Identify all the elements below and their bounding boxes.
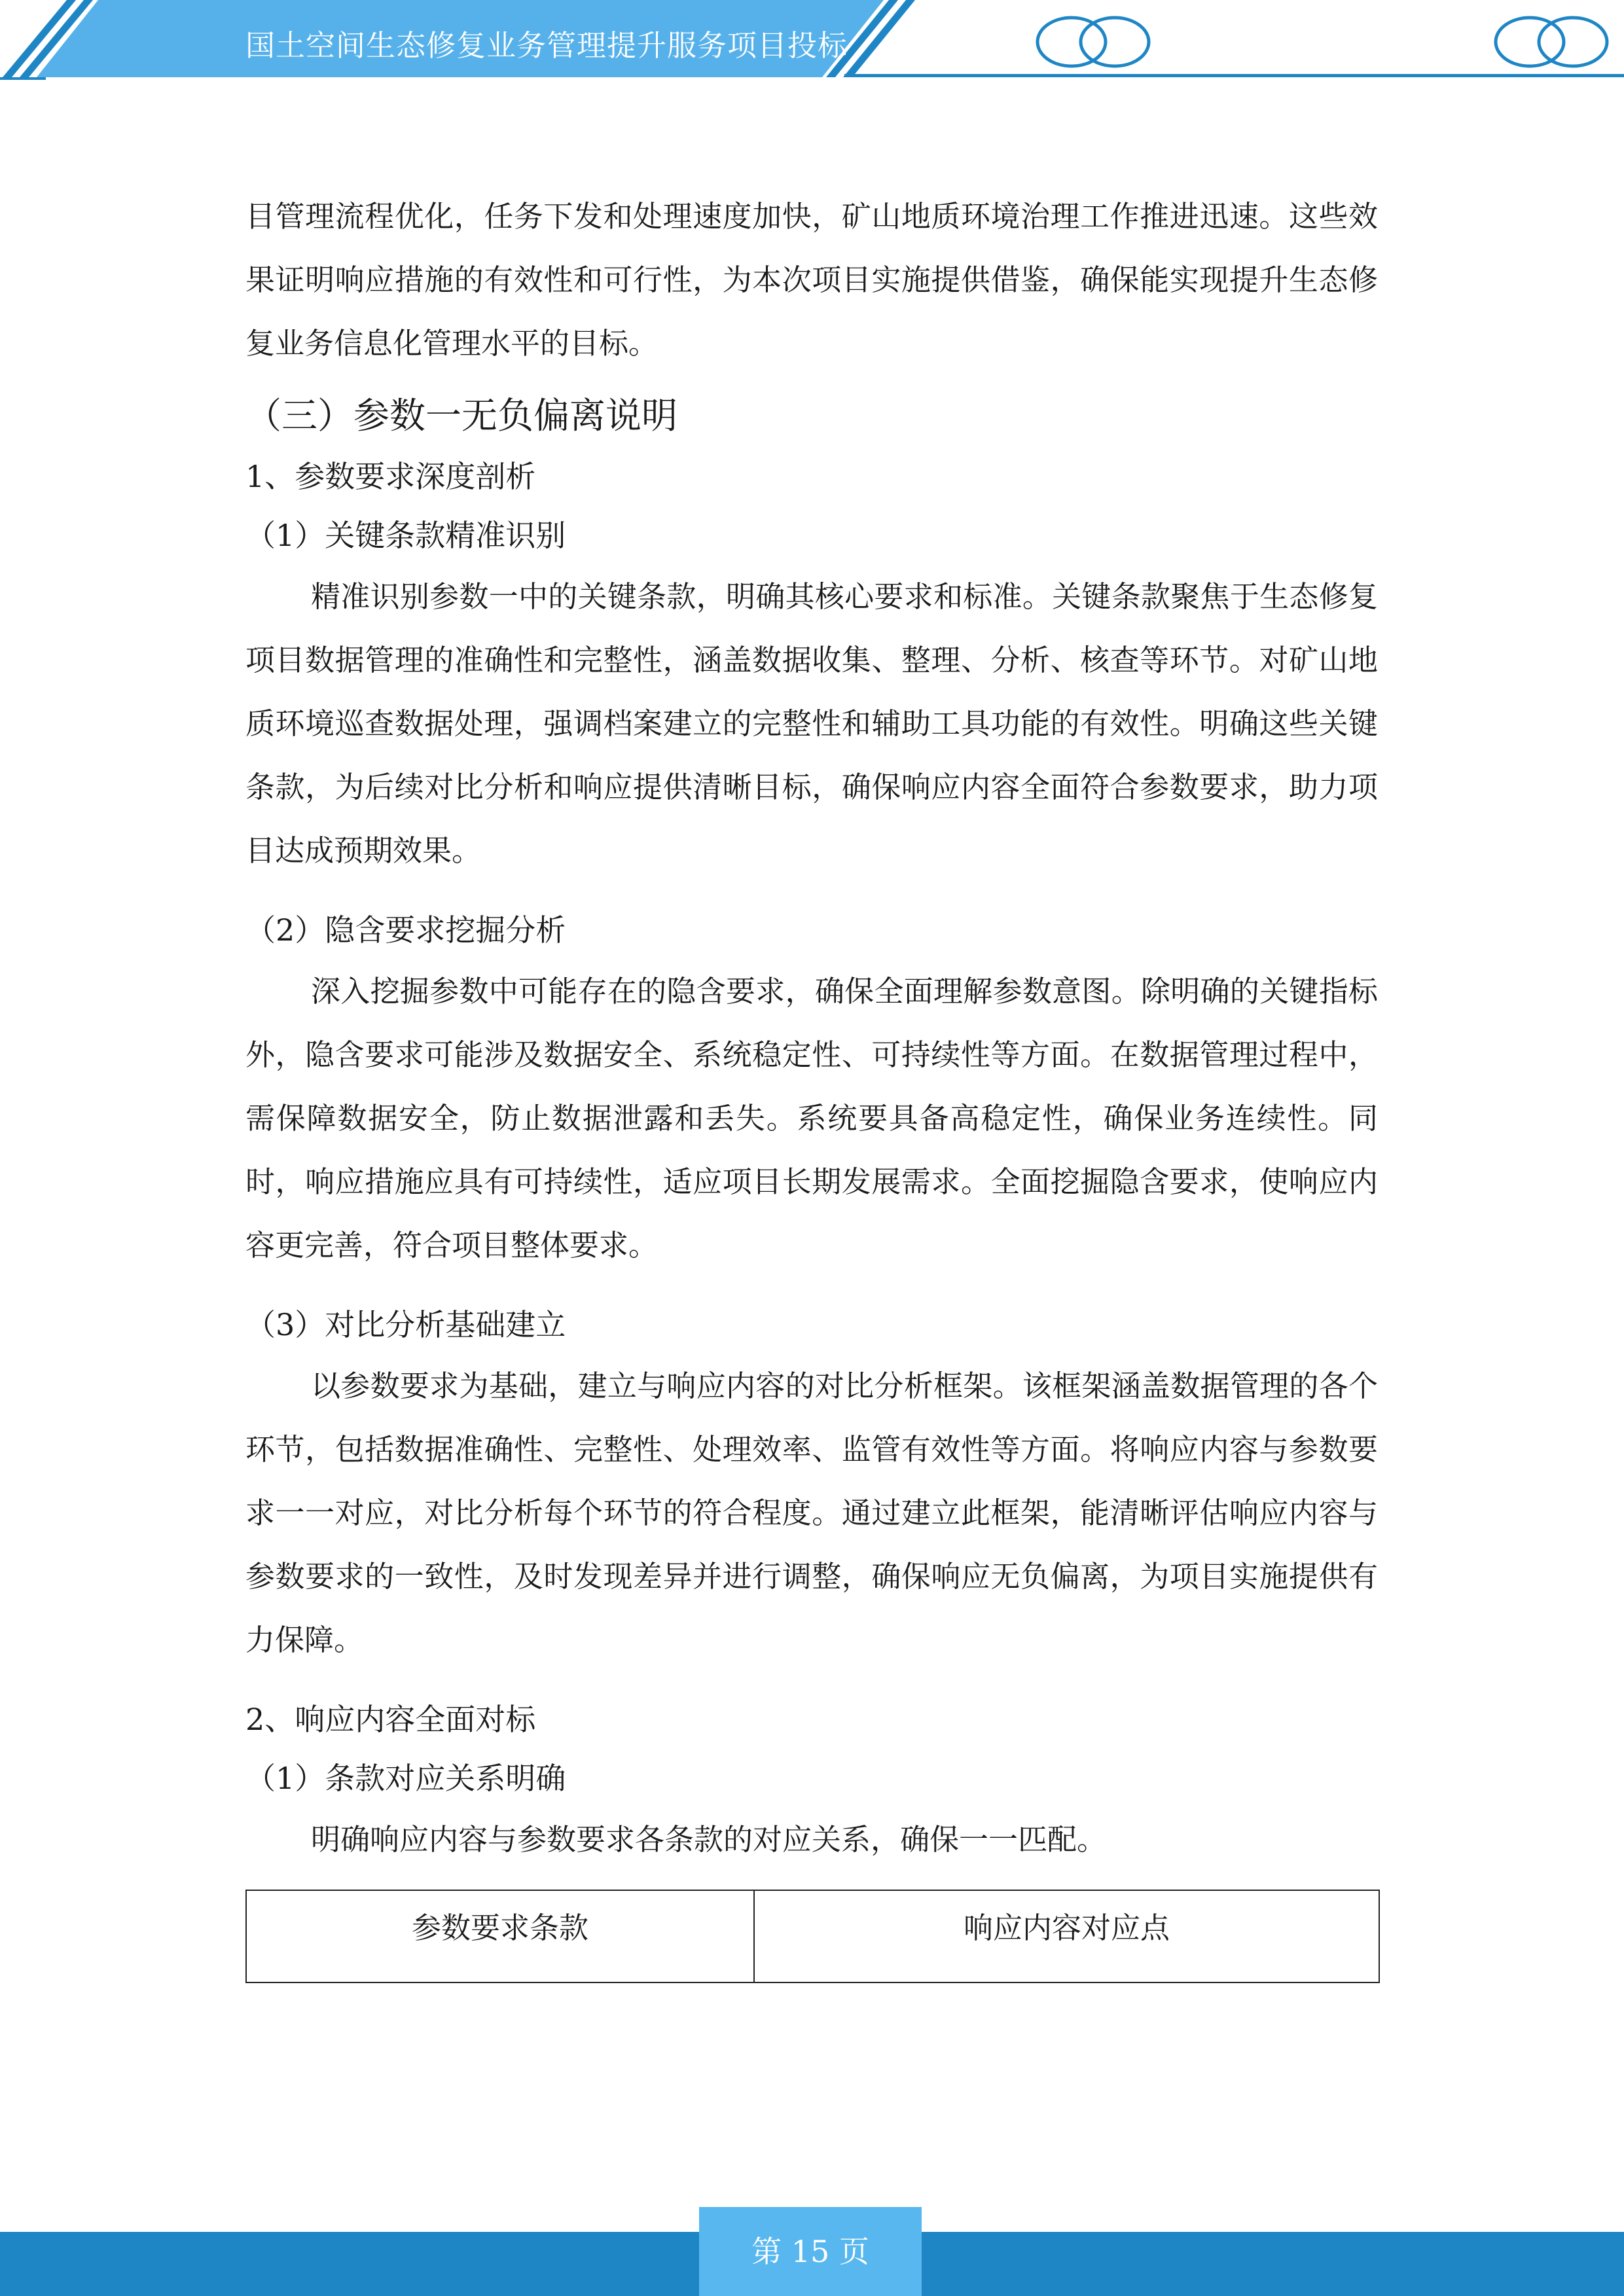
item-heading: （1）条款对应关系明确: [245, 1761, 566, 1796]
intro-paragraph: 目管理流程优化，任务下发和处理速度加快，矿山地质环境治理工作推进迅速。这些效果证明响应措施的有效性和可行性，为本次项目实施提供借鉴，确保能实现提升生态修复业务信息化管理水平的目标。: [245, 199, 1378, 361]
table-header-cell: 参数要求条款: [246, 1890, 754, 1982]
subsection-heading: 2、响应内容全面对标: [245, 1702, 536, 1737]
section-heading: （三）参数一无负偏离说明: [245, 395, 678, 437]
header-rule: [844, 74, 1624, 77]
document-body: [245, 185, 1378, 1983]
header-title: 国土空间生态修复业务管理提升服务项目投标: [245, 28, 848, 63]
item-heading: （3）对比分析基础建立: [245, 1307, 566, 1342]
item-paragraph: 精准识别参数一中的关键条款，明确其核心要求和标准。关键条款聚焦于生态修复项目数据管理的准确性和完整性，涵盖数据收集、整理、分析、核查等环节。对矿山地质环境巡查数据处理，强调档案建立的完整性和辅助工具功能的有效性。明确这些关键条款，为后续对比分析和响应提供清晰目标，确保响应内容全面符合参数要求，助力项目达成预期效果。: [245, 579, 1378, 868]
response-table: [245, 1890, 1380, 1983]
table-header-cell: 响应内容对应点: [754, 1890, 1379, 1982]
double-ring-icon: [1496, 18, 1607, 66]
item-paragraph: 明确响应内容与参数要求各条款的对应关系，确保一一匹配。: [311, 1822, 1107, 1857]
double-ring-icon: [1038, 18, 1149, 66]
item-heading: （2）隐含要求挖掘分析: [245, 912, 566, 948]
table-header-row: [246, 1890, 1379, 1982]
subsection-heading: 1、参数要求深度剖析: [245, 459, 536, 494]
item-paragraph: 深入挖掘参数中可能存在的隐含要求，确保全面理解参数意图。除明确的关键指标外，隐含要求可能涉及数据安全、系统稳定性、可持续性等方面。在数据管理过程中，需保障数据安全，防止数据泄露和丢失。系统要具备高稳定性，确保业务连续性。同时，响应措施应具有可持续性，适应项目长期发展需求。全面挖掘隐含要求，使响应内容更完善，符合项目整体要求。: [245, 974, 1378, 1263]
item-paragraph: 以参数要求为基础，建立与响应内容的对比分析框架。该框架涵盖数据管理的各个环节，包括数据准确性、完整性、处理效率、监管有效性等方面。将响应内容与参数要求一一对应，对比分析每个环节的符合程度。通过建立此框架，能清晰评估响应内容与参数要求的一致性，及时发现差异并进行调整，确保响应无负偏离，为项目实施提供有力保障。: [245, 1369, 1378, 1657]
header-rule: [0, 77, 46, 80]
page-number: 第 15 页: [751, 2234, 869, 2269]
item-heading: （1）关键条款精准识别: [245, 518, 566, 553]
